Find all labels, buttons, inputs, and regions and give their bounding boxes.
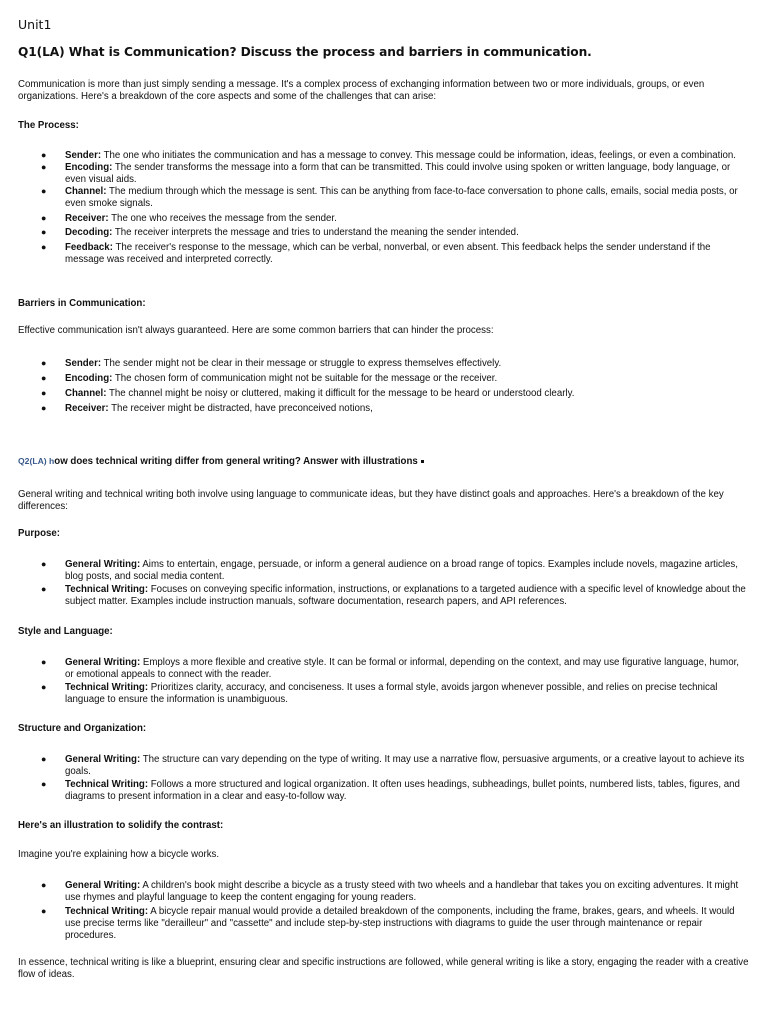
list-item	[18, 906, 750, 942]
list-item-term: Technical Writing:	[65, 778, 149, 790]
list-item-term: Sender:	[65, 358, 102, 369]
list-item-text: The one who receives the message from the sender.	[108, 212, 337, 224]
list-item-text: The structure can vary depending on the type of writing. It may use a narrative flow, persuasive arguments, or a creative layout to achieve its goals.	[65, 754, 745, 777]
purpose-list	[18, 559, 750, 608]
barriers-intro: Effective communication isn't always guaranteed. Here are some common barriers that can hinder the process:	[18, 325, 494, 336]
list-item-text: The receiver might be distracted, have preconceived notions,	[108, 402, 373, 414]
structure-list	[18, 754, 750, 803]
list-item-term: Decoding:	[65, 227, 113, 239]
bullet-icon: ●	[41, 657, 47, 667]
list-item-term: Encoding:	[65, 372, 113, 384]
illustration-intro: Imagine you're explaining how a bicycle works.	[18, 849, 220, 860]
list-item	[18, 779, 750, 803]
bullet-icon: ●	[41, 185, 47, 196]
purpose-heading: Purpose:	[18, 528, 60, 539]
unit-label: Unit1	[18, 17, 52, 32]
style-list	[18, 657, 750, 706]
list-item	[18, 559, 750, 583]
list-item	[18, 162, 750, 186]
list-item-text: Focuses on conveying specific information, instructions, or explanations to a targeted audience with a specific level of knowledge about the subject matter. Examples include instruction manuals, software documentation, research papers, and API references.	[65, 583, 746, 607]
list-item-term: Feedback:	[65, 242, 113, 254]
list-item	[18, 682, 750, 706]
list-item-term: Receiver:	[65, 212, 109, 224]
list-item-text: The channel might be noisy or cluttered, making it difficult for the message to be heard or understood clearly.	[106, 387, 575, 399]
list-item	[18, 150, 750, 162]
bullet-icon: ●	[41, 880, 47, 890]
q2-tag: Q2(LA) h	[18, 456, 55, 466]
bullet-icon: ●	[41, 402, 47, 413]
barriers-list	[18, 358, 750, 415]
q2-title-text: ow does technical writing differ from general writing? Answer with illustrations	[54, 456, 418, 467]
bullet-icon: ●	[41, 905, 47, 916]
list-item	[18, 754, 750, 778]
list-item-term: General Writing:	[65, 657, 141, 668]
list-item	[18, 227, 750, 239]
list-item-term: Channel:	[65, 185, 107, 197]
list-item-term: General Writing:	[65, 559, 141, 570]
list-item	[18, 358, 750, 370]
list-item-text: The medium through which the message is sent. This can be anything from face-to-face conversation to phone calls, emails, social media posts, or even smoke signals.	[65, 185, 738, 209]
list-item-text: The receiver interprets the message and tries to understand the meaning the sender intended.	[112, 227, 519, 239]
list-item	[18, 403, 750, 415]
bullet-icon: ●	[41, 161, 47, 172]
bullet-icon: ●	[41, 387, 47, 398]
list-item	[18, 242, 750, 266]
bullet-icon: ●	[41, 778, 47, 789]
list-item-term: Technical Writing:	[65, 905, 149, 917]
list-item-text: The receiver's response to the message, which can be verbal, nonverbal, or even absent. This feedback helps the sender understand if the message was received and interpreted correctly.	[65, 242, 711, 266]
process-heading: The Process:	[18, 120, 79, 131]
q1-title: Q1(LA) What is Communication? Discuss the process and barriers in communication.	[18, 45, 592, 59]
bullet-icon: ●	[41, 583, 47, 594]
structure-heading: Structure and Organization:	[18, 723, 147, 734]
barriers-heading: Barriers in Communication:	[18, 298, 146, 309]
list-item	[18, 584, 750, 608]
bullet-icon: ●	[41, 681, 47, 692]
bullet-icon: ●	[41, 227, 47, 238]
list-item	[18, 373, 750, 385]
list-item-text: The sender transforms the message into a form that can be transmitted. This could involve using spoken or written language, body language, or even visual aids.	[65, 161, 731, 185]
bullet-icon: ●	[41, 754, 47, 764]
list-item-term: Technical Writing:	[65, 681, 149, 693]
list-item	[18, 657, 750, 681]
bullet-icon: ●	[41, 559, 47, 569]
list-item-text: The chosen form of communication might not be suitable for the message or the receiver.	[112, 372, 498, 384]
conclusion-paragraph: In essence, technical writing is like a blueprint, ensuring clear and specific instructions are followed, while general writing is like a story, engaging the reader with a creative flow of ideas.	[18, 957, 749, 981]
list-item-term: Technical Writing:	[65, 583, 149, 595]
bullet-icon: ●	[41, 242, 47, 253]
list-item-term: Receiver:	[65, 402, 109, 414]
list-item-text: Employs a more flexible and creative style. It can be formal or informal, depending on the context, and may use figurative language, humor, or emotional appeals to connect with the reader.	[65, 657, 739, 680]
q2-title	[18, 456, 424, 467]
list-item-text: The one who initiates the communication and has a message to convey. This message could be information, ideas, feelings, or even a combination.	[101, 150, 736, 161]
list-item-text: The sender might not be clear in their message or struggle to express themselves effectively.	[101, 358, 502, 369]
list-item-term: Encoding:	[65, 161, 113, 173]
illustration-list	[18, 880, 750, 942]
list-item-text: Follows a more structured and logical organization. It often uses headings, subheadings, bullet points, numbered lists, tables, figures, and diagrams to present information in a clear and easy-to-follow way.	[65, 778, 740, 802]
list-item-term: General Writing:	[65, 880, 141, 891]
list-item-term: Channel:	[65, 387, 107, 399]
list-item	[18, 880, 750, 904]
q1-intro: Communication is more than just simply sending a message. It's a complex process of exchanging information between two or more individuals, groups, or even organizations. Here's a breakdown of the core aspects and some of the challenges that can arise:	[18, 79, 705, 103]
list-item-term: Sender:	[65, 150, 102, 161]
bullet-icon: ●	[41, 358, 47, 368]
list-item	[18, 186, 750, 210]
bullet-icon: ●	[41, 150, 47, 160]
list-item-text: A children's book might describe a bicycle as a trusty steed with two wheels and a handlebar that takes you on exciting adventures. It might use rhymes and playful language to keep the content engaging for young readers.	[65, 880, 739, 903]
list-item-term: General Writing:	[65, 754, 141, 765]
list-item	[18, 388, 750, 400]
q2-intro: General writing and technical writing both involve using language to communicate ideas, but they have distinct goals and approaches. Here's a breakdown of the key differences:	[18, 489, 724, 513]
square-bullet-icon	[421, 460, 424, 463]
list-item	[18, 213, 750, 225]
bullet-icon: ●	[41, 212, 47, 223]
list-item-text: Prioritizes clarity, accuracy, and conciseness. It uses a formal style, avoids jargon whenever possible, and relies on precise technical language to ensure the information is unambiguous.	[65, 681, 718, 705]
process-list	[18, 150, 750, 266]
style-heading: Style and Language:	[18, 626, 113, 637]
bullet-icon: ●	[41, 372, 47, 383]
illustration-heading: Here's an illustration to solidify the contrast:	[18, 820, 224, 831]
list-item-text: Aims to entertain, engage, persuade, or inform a general audience on a broad range of topics. Examples include novels, magazine articles, blog posts, and social media content.	[65, 559, 738, 582]
list-item-text: A bicycle repair manual would provide a detailed breakdown of the components, including the frame, brakes, gears, and wheels. It would use precise terms like "derailleur" and "cassette" and include step-by-step instructions with diagrams to guide the user through maintenance or repair procedures.	[65, 905, 735, 941]
